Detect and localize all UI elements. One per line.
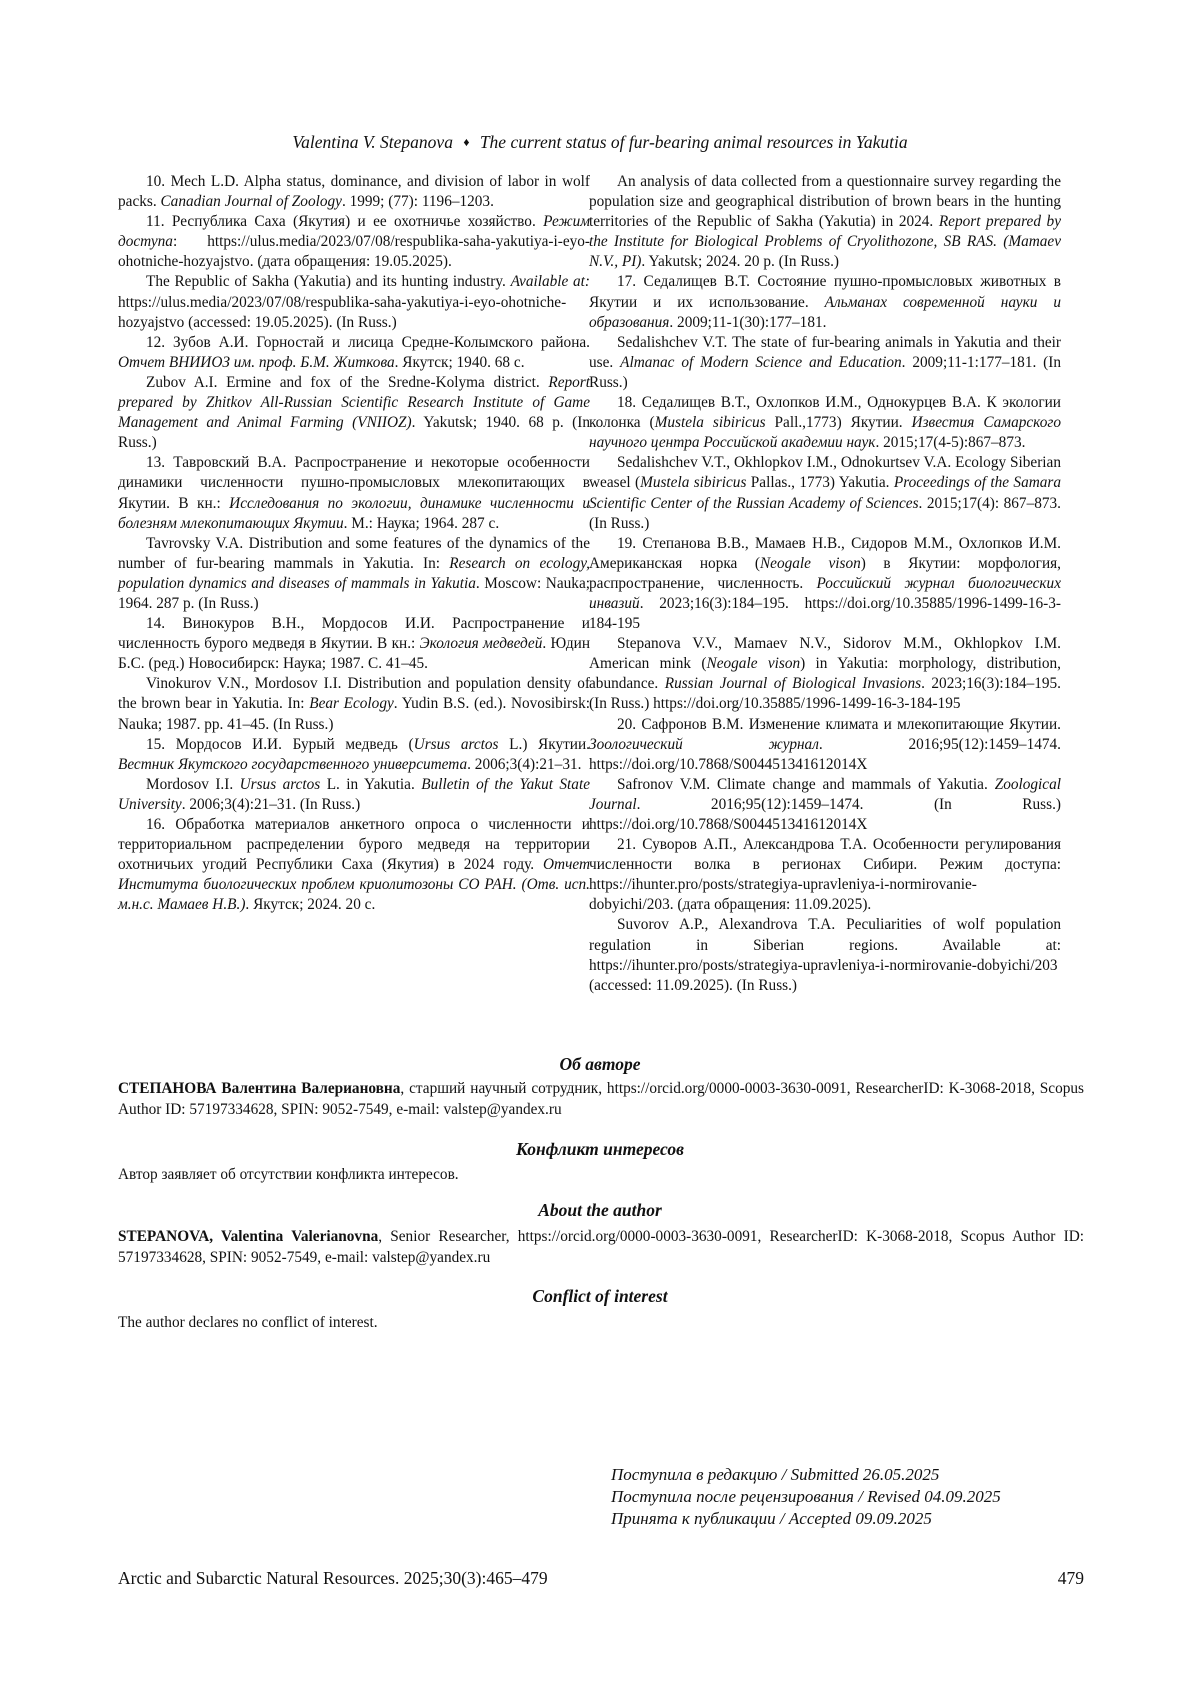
running-head-title: The current status of fur-bearing animal resources in Yakutia	[479, 132, 908, 152]
reference-entry: 10. Mech L.D. Alpha status, dominance, and division of labor in wolf packs. Canadian Journal of Zoology. 1999; (77): 1196–1203.	[118, 173, 590, 211]
reference-entry: 11. Республика Саха (Якутия) и ее охотничье хозяйство. Режим доступа: https://ulus.media/2023/07/08/respublika-saha-yakutiya-i-eyo-ohotniche-hozyajstvo. (дата обращения: 19.05.2025).	[118, 213, 590, 271]
conflict-en-heading: Conflict of interest	[532, 1286, 668, 1306]
about-author-en	[118, 1227, 1084, 1268]
reference-entry: 21. Суворов А.П., Александрова Т.А. Особенности регулирования численности волка в регионах Сибири. Режим доступа: https://ihunter.pro/posts/strategiya-upravleniya-i-normirovanie-dobyichi/203. (дата обращения: 11.09.2025).	[589, 836, 1061, 914]
reference-entry: 12. Зубов А.И. Горностай и лисица Средне-Колымского района. Отчет ВНИИОЗ им. проф. Б.М. Житкова. Якутск; 1940. 68 с.	[118, 333, 590, 371]
conflict-ru-statement: Автор заявляет об отсутствии конфликта интересов.	[118, 1166, 459, 1183]
reference-entry: Suvorov A.P., Alexandrova T.A. Peculiarities of wolf population regulation in Siberian regions. Available at: https://ihunter.pro/posts/strategiya-upravleniya-i-normirovanie-dobyichi/203 (accessed: 11.09.2025). (In Russ.)	[589, 916, 1061, 994]
reference-entry: 15. Мордосов И.И. Бурый медведь (Ursus arctos L.) Якутии. Вестник Якутского государственного университета. 2006;3(4):21–31.	[118, 735, 591, 773]
history-revised: Поступила после рецензирования / Revised 04.09.2025	[611, 1487, 1001, 1506]
reference-entry: Tavrovsky V.A. Distribution and some features of the dynamics of the number of fur-bearing mammals in Yakutia. In: Research on ecology, population dynamics and diseases of mammals in Yakutia. Moscow: Nauka; 1964. 287 p. (In Russ.)	[118, 534, 591, 612]
author-name-ru: СТЕПАНОВА Валентина Валериановна	[118, 1080, 401, 1097]
reference-entry: 13. Тавровский В.А. Распространение и некоторые особенности динамики численности пушно-промысловых млекопитающих в Якутии. В кн.: Исследования по экологии, динамике численности и болезням млекопитающих Якутии. М.: Наука; 1964. 287 с.	[118, 454, 590, 532]
reference-entry: Sedalishchev V.T. The state of fur-bearing animals in Yakutia and their use. Almanac of Modern Science and Education. 2009;11-1:177–181. (In Russ.)	[589, 333, 1061, 391]
references-right-column	[589, 172, 1061, 996]
history-submitted: Поступила в редакцию / Submitted 26.05.2025	[611, 1465, 940, 1484]
about-author-ru	[118, 1079, 1084, 1120]
article-history	[611, 1464, 1001, 1530]
reference-entry: Safronov V.M. Climate change and mammals of Yakutia. Zoological Journal. 2016;95(12):1459–1474. (In Russ.) https://doi.org/10.7868/S004451341612014X	[589, 775, 1061, 833]
about-author-ru-heading: Об авторе	[559, 1054, 641, 1074]
reference-entry: 17. Седалищев В.Т. Состояние пушно-промысловых животных в Якутии и их использование. Альманах современной науки и образования. 2009;11-1(30):177–181.	[589, 273, 1061, 331]
running-head-separator: ♦	[463, 135, 470, 149]
reference-entry: The Republic of Sakha (Yakutia) and its hunting industry. Available at: https://ulus.media/2023/07/08/respublika-saha-yakutiya-i-eyo-ohotniche-hozyajstvo (accessed: 19.05.2025). (In Russ.)	[118, 273, 591, 331]
page-number: 479	[1057, 1568, 1084, 1588]
reference-entry: Zubov A.I. Ermine and fox of the Sredne-Kolyma district. Report prepared by Zhitkov All-Russian Scientific Research Institute of Game Management and Animal Farming (VNIIOZ). Yakutsk; 1940. 68 p. (In Russ.)	[118, 373, 591, 452]
reference-entry: Vinokurov V.N., Mordosov I.I. Distribution and population density of the brown bear in Yakutia. In: Bear Ecology. Yudin B.S. (ed.). Novosibirsk: Nauka; 1987. pp. 41–45. (In Russ.)	[118, 675, 590, 733]
reference-entry: An analysis of data collected from a questionnaire survey regarding the population size and geographical distribution of brown bears in the hunting territories of the Republic of Sakha (Yakutia) in 2024. Report prepared by the Institute for Biological Problems of Cryolithozone, SB RAS. (Mamaev N.V., PI). Yakutsk; 2024. 20 p. (In Russ.)	[589, 173, 1061, 271]
conflict-en-statement: The author declares no conflict of interest.	[118, 1314, 378, 1331]
about-author-en-heading: About the author	[538, 1200, 662, 1220]
author-name-en: STEPANOVA, Valentina Valerianovna	[118, 1228, 379, 1245]
running-head-author: Valentina V. Stepanova	[292, 132, 453, 152]
reference-entry: 16. Обработка материалов анкетного опроса о численности и территориальном распределении бурого медведя на территории охотничьих угодий Республики Саха (Якутия) в 2024 году. Отчет Института биологических проблем криолитозоны СО РАН. (Отв. исп. м.н.с. Мамаев Н.В.). Якутск; 2024. 20 с.	[118, 816, 590, 914]
journal-citation: Arctic and Subarctic Natural Resources. 2025;30(3):465–479	[118, 1568, 548, 1588]
reference-entry: Sedalishchev V.T., Okhlopkov I.M., Odnokurtsev V.A. Ecology Siberian weasel (Mustela sibiricus Pallas., 1773) Yakutia. Proceedings of the Samara Scientific Center of the Russian Academy of Sciences. 2015;17(4): 867–873. (In Russ.)	[589, 454, 1062, 532]
reference-entry: 20. Сафронов В.М. Изменение климата и млекопитающие Якутии. Зоологический журнал. 2016;95(12):1459–1474. https://doi.org/10.7868/S004451341612014X	[589, 715, 1061, 773]
conflict-ru-heading: Конфликт интересов	[516, 1139, 684, 1159]
reference-entry: 14. Винокуров В.Н., Мордосов И.И. Распространение и численность бурого медведя в Якутии. В кн.: Экология медведей. Юдин Б.С. (ред.) Новосибирск: Наука; 1987. С. 41–45.	[118, 615, 591, 673]
page-footer	[118, 1568, 1084, 1589]
reference-entry: 19. Степанова В.В., Мамаев Н.В., Сидоров М.М., Охлопков И.М. Американская норка (Neogale vison) в Якутии: морфология, распространение, численность. Российский журнал биологических инвазий. 2023;16(3):184–195. https://doi.org/10.35885/1996-1499-16-3-184-195	[589, 534, 1061, 633]
author-details-en: , Senior Researcher, https://orcid.org/0000-0003-3630-0091, ResearcherID: K-3068-2018, Scopus Author ID: 57197334628, SPIN: 9052-7549, e-mail: valstep@yandex.ru	[118, 1228, 1084, 1266]
history-accepted: Принята к публикации / Accepted 09.09.2025	[611, 1509, 932, 1528]
author-details-ru: , старший научный сотрудник, https://orcid.org/0000-0003-3630-0091, ResearcherID: K-3068-2018, Scopus Author ID: 57197334628, SPIN: 9052-7549, e-mail: valstep@yandex.ru	[118, 1080, 1084, 1118]
running-head	[0, 132, 1200, 153]
conflict-en-text	[118, 1313, 1084, 1334]
reference-entry: 18. Седалищев В.Т., Охлопков И.М., Однокурцев В.А. К экологии колонка (Mustela sibiricus Pall.,1773) Якутии. Известия Самарского научного центра Российской академии наук. 2015;17(4-5):867–873.	[589, 394, 1061, 452]
reference-entry: Stepanova V.V., Mamaev N.V., Sidorov M.M., Okhlopkov I.M. American mink (Neogale vison) in Yakutia: morphology, distribution, abundance. Russian Journal of Biological Invasions. 2023;16(3):184–195. (In Russ.) https://doi.org/10.35885/1996-1499-16-3-184-195	[589, 635, 1061, 713]
references-left-column	[118, 172, 590, 915]
conflict-ru-text	[118, 1165, 1084, 1186]
reference-entry: Mordosov I.I. Ursus arctos L. in Yakutia. Bulletin of the Yakut State University. 2006;3(4):21–31. (In Russ.)	[118, 775, 590, 813]
